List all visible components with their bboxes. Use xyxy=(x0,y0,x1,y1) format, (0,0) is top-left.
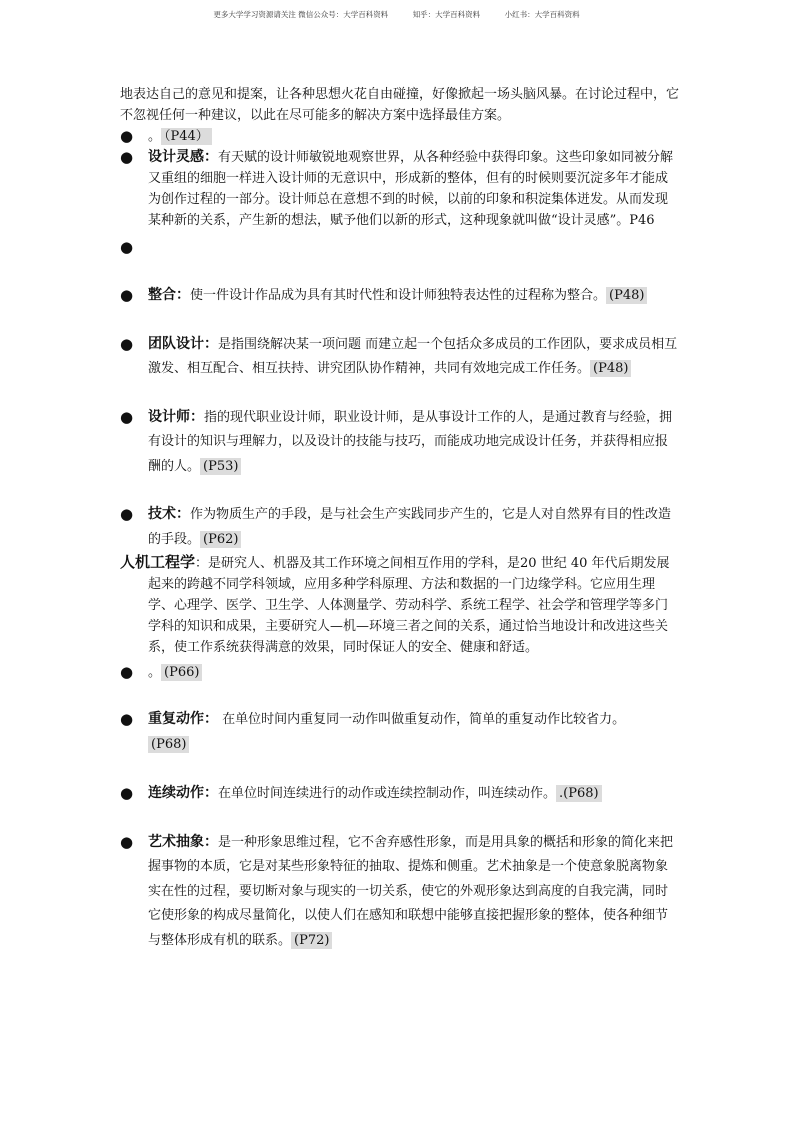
page-header xyxy=(0,9,793,20)
list-item-empty xyxy=(120,237,680,258)
intro-paragraph: 地表达自己的意见和提案，让各种思想火花自由碰撞，好像掀起一场头脑风暴。在讨论过程中，它不忽视任何一种建议，以此在尽可能多的解决方案中选择最佳方案。 xyxy=(120,87,680,123)
bullet-icon: ● xyxy=(120,334,134,353)
page-ref: (P53) xyxy=(200,458,241,475)
list-item-repetitive-action xyxy=(120,707,680,757)
list-item-art-abstraction xyxy=(120,830,680,954)
header-zhihu: 知乎：大学百科资料 xyxy=(412,10,481,19)
list-item-integration xyxy=(120,283,680,309)
bullet-icon: ● xyxy=(120,148,134,166)
bullet-icon: ● xyxy=(120,784,134,802)
term-label: 团队设计： xyxy=(148,335,218,352)
bullet-icon: ● xyxy=(120,663,134,681)
bullet-icon: ● xyxy=(120,505,134,523)
term-label: 人机工程学 xyxy=(120,553,196,571)
page-ref: (P48) xyxy=(590,360,631,377)
term-definition: ：是研究人、机器及其工作环境之间相互作用的学科，是20 世纪 40 年代后期发展起来的跨越不同学科领域，应用多种学科原理、方法和数据的一门边缘学科。它应用生理学、心理学、医学、卫生学、人体测量学、劳动科学、系统工程学、社会学和管理学等多门学科的知识和成果，主要研究人—机—环境三者之间的关系，通过恰当地设计和改进这些关系，使工作系统获得满意的效果，同时保证人的安全、健康和舒适。 xyxy=(148,556,670,655)
term-definition: 使一件设计作品成为具有其时代性和设计师独特表达性的过程称为整合。 xyxy=(190,288,607,303)
term-definition: 在单位时间内重复同一动作叫做重复动作，简单的重复动作比较省力。 xyxy=(218,712,626,727)
item-text: 。 xyxy=(148,665,162,680)
page-ref: (P68) xyxy=(148,736,189,753)
list-item-design-inspiration xyxy=(120,147,680,231)
term-definition: 在单位时间连续进行的动作或连续控制动作，叫连续动作。 xyxy=(218,786,557,801)
bullet-icon: ● xyxy=(120,238,134,256)
header-xiaohongshu: 小红书：大学百科资料 xyxy=(504,10,580,19)
bullet-icon: ● xyxy=(120,710,134,728)
ergonomics-paragraph xyxy=(120,552,680,658)
bullet-icon: ● xyxy=(120,127,134,145)
term-definition: 有天赋的设计师敏锐地观察世界，从各种经验中获得印象。这些印象如同被分解又重组的细胞一样进入设计师的无意识中，形成新的整体，但有的时候则要沉淀多年才能成为创作过程的一部分。设计师总在意想不到的时候，以前的印象和积淀集体迸发。从而发现某种新的关系，产生新的想法，赋予他们以新的形式，这种现象就叫做“设计灵感”。P46 xyxy=(148,150,674,228)
term-label: 设计师： xyxy=(148,408,204,425)
bullet-icon: ● xyxy=(120,832,134,851)
term-definition: 是指围绕解决某一项问题 而建立起一个包括众多成员的工作团队，要求成员相互激发、相互配合、相互扶持、讲究团队协作精神，共同有效地完成工作任务。 xyxy=(148,336,678,376)
term-label: 设计灵感： xyxy=(148,149,218,165)
bullet-icon: ● xyxy=(120,407,134,426)
list-item-technology xyxy=(120,502,680,552)
page-ref: .(P68) xyxy=(556,785,602,802)
term-label: 整合： xyxy=(148,287,190,303)
term-definition: 指的现代职业设计师，职业设计师，是从事设计工作的人，是通过教育与经验，拥有设计的知识与理解力，以及设计的技能与技巧，而能成功地完成设计任务，并获得相应报酬的人。 xyxy=(148,409,673,474)
header-wechat: 更多大学学习资源请关注 微信公众号：大学百科资料 xyxy=(213,10,389,19)
list-item-team-design xyxy=(120,332,680,382)
page-ref: (P48) xyxy=(606,287,647,304)
list-item-p44 xyxy=(120,126,680,147)
term-definition: 作为物质生产的手段，是与社会生产实践同步产生的，它是人对自然界有目的性改造的手段。 xyxy=(148,507,672,547)
term-definition: 是一种形象思维过程，它不舍弃感性形象，而是用具象的概括和形象的简化来把握事物的本质，它是对某些形象特征的抽取、提炼和侧重。艺术抽象是一个使意象脱离物象实在性的过程，要切断对象与现实的一切关系，使它的外观形象达到高度的自我完满，同时它使形象的构成尽量简化，以使人们在感知和联想中能够直接把握形象的整体，使各种细节与整体形成有机的联系。 xyxy=(148,834,674,948)
list-item-p66 xyxy=(120,662,680,683)
page-ref: (P72) xyxy=(291,932,332,949)
term-label: 重复动作： xyxy=(148,711,218,727)
list-item-continuous-action xyxy=(120,781,680,807)
bullet-icon: ● xyxy=(120,286,134,304)
item-text: 。 xyxy=(148,129,162,144)
document-body xyxy=(120,84,680,953)
list-item-designer xyxy=(120,405,680,480)
page-ref: (P66) xyxy=(161,664,202,681)
page-ref: (P62) xyxy=(200,531,241,548)
term-label: 技术： xyxy=(148,506,190,522)
term-label: 艺术抽象： xyxy=(148,833,218,850)
term-label: 连续动作： xyxy=(148,785,218,801)
page-ref: （P44） xyxy=(161,128,212,145)
